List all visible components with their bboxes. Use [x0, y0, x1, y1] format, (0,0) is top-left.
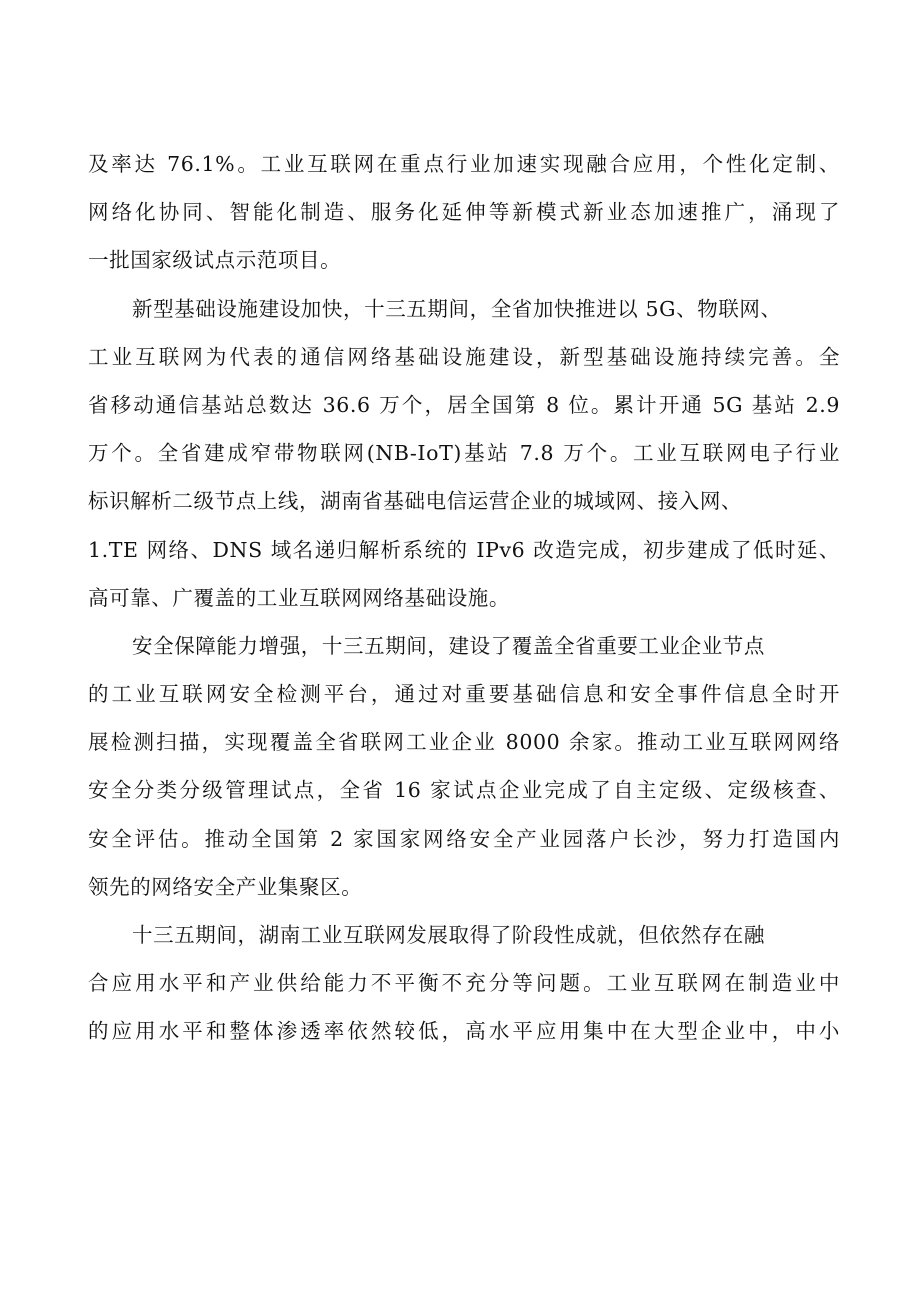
paragraph-3-line-1: 安全保障能力增强，十三五期间，建设了覆盖全省重要工业企业节点	[132, 633, 765, 658]
paragraph-2-line-2: 工业互联网为代表的通信网络基础设施建设，新型基础设施持续完善。全	[88, 344, 840, 369]
paragraph-1	[88, 140, 840, 285]
paragraph-2-line-6: 1.TE 网络、DNS 域名递归解析系统的 IPv6 改造完成，初步建成了低时延、	[88, 537, 840, 562]
paragraph-4-line-2: 合应用水平和产业供给能力不平衡不充分等问题。工业互联网在制造业中	[88, 971, 840, 996]
paragraph-2-line-7: 高可靠、广覆盖的工业互联网网络基础设施。	[88, 585, 510, 610]
paragraph-2-line-4: 万个。全省建成窄带物联网(NB-IoT)基站 7.8 万个。工业互联网电子行业	[88, 441, 840, 466]
paragraph-3-line-3: 展检测扫描，实现覆盖全省联网工业企业 8000 余家。推动工业互联网网络	[88, 730, 840, 755]
paragraph-2-line-3: 省移动通信基站总数达 36.6 万个，居全国第 8 位。累计开通 5G 基站 2.9	[88, 392, 840, 417]
document-body	[88, 140, 840, 1056]
paragraph-3-line-6: 领先的网络安全产业集聚区。	[88, 874, 363, 899]
paragraph-1-line-1: 及率达 76.1%。工业互联网在重点行业加速实现融合应用，个性化定制、	[88, 152, 840, 176]
paragraph-1-line-3: 一批国家级试点示范项目。	[88, 248, 342, 273]
paragraph-3	[88, 622, 840, 911]
paragraph-1-line-2: 网络化协同、智能化制造、服务化延伸等新模式新业态加速推广，涌现了	[88, 200, 840, 225]
paragraph-3-line-4: 安全分类分级管理试点，全省 16 家试点企业完成了自主定级、定级核查、	[88, 778, 840, 803]
paragraph-4-line-1: 十三五期间，湖南工业互联网发展取得了阶段性成就，但依然存在融	[132, 923, 765, 947]
paragraph-3-line-2: 的工业互联网安全检测平台，通过对重要基础信息和安全事件信息全时开	[88, 682, 840, 707]
paragraph-4-line-3: 的应用水平和整体渗透率依然较低，高水平应用集中在大型企业中，中小	[88, 1019, 840, 1044]
paragraph-2	[88, 285, 840, 622]
paragraph-2-line-5: 标识解析二级节点上线，湖南省基础电信运营企业的城域网、接入网、	[88, 489, 743, 514]
paragraph-2-line-1: 新型基础设施建设加快，十三五期间，全省加快推进以 5G、物联网、	[132, 296, 782, 321]
paragraph-3-line-5: 安全评估。推动全国第 2 家国家网络安全产业园落户长沙，努力打造国内	[88, 826, 840, 851]
paragraph-4	[88, 911, 840, 1056]
